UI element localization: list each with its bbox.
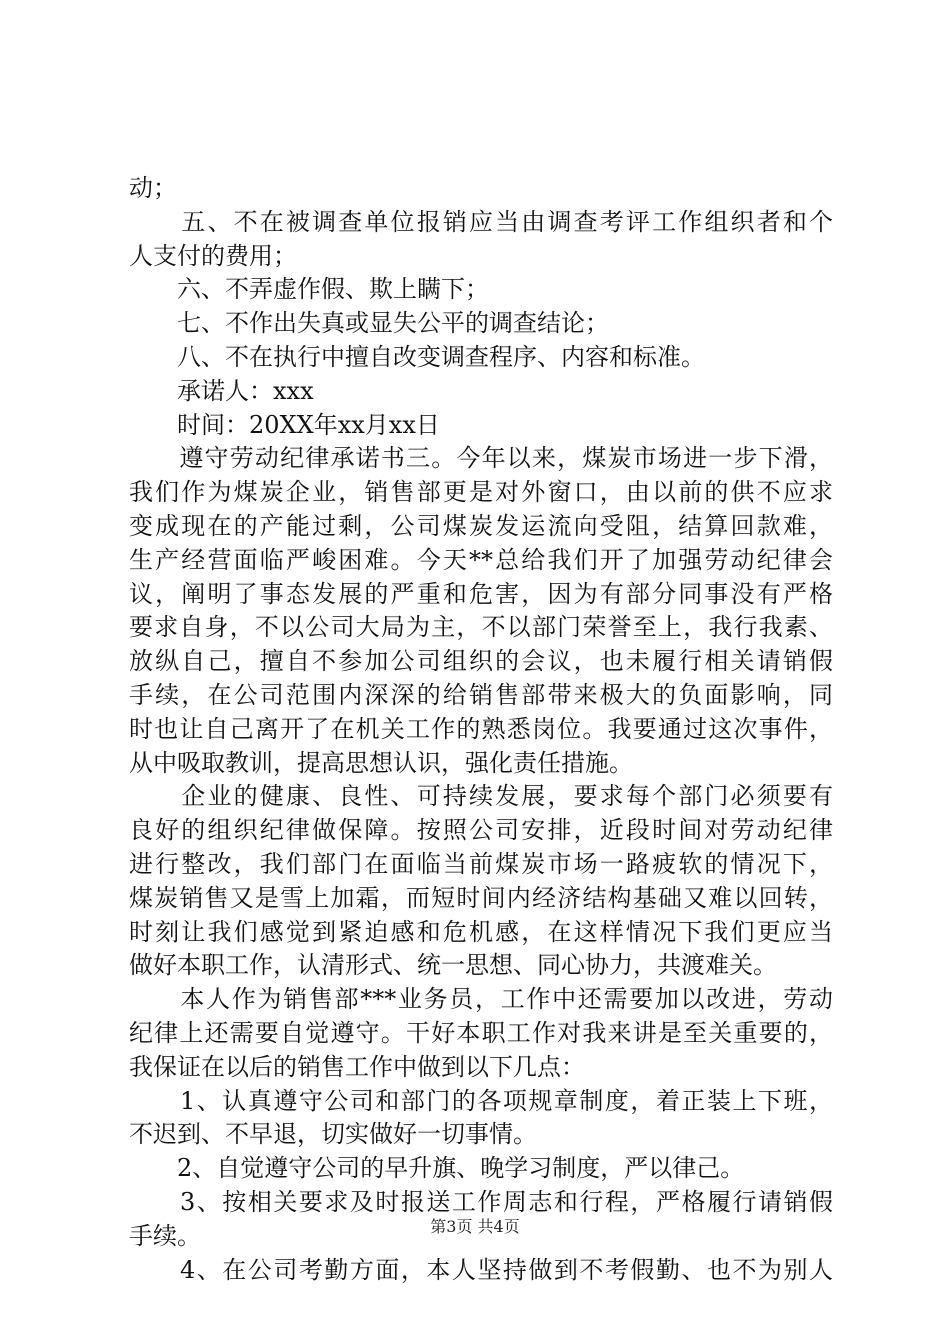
- page-footer: 第3页 共4页: [430, 1217, 520, 1236]
- text-line: 遵守劳动纪律承诺书三。今年以来，煤炭市场进一步下滑，: [129, 444, 833, 473]
- document-body: [129, 172, 833, 1287]
- text-line: 六、不弄虚作假、欺上瞒下；: [129, 275, 489, 304]
- text-line: 4、在公司考勤方面，本人坚持做到不考假勤、也不为别人: [129, 1255, 833, 1284]
- text-line: 进行整改，我们部门在面临当前煤炭市场一路疲软的情况下，: [129, 849, 833, 878]
- text-line: 放纵自己，擅自不参加公司组织的会议，也未履行相关请销假: [129, 647, 833, 676]
- text-line: 七、不作出失真或显失公平的调查结论；: [129, 309, 609, 338]
- text-line: 3、按相关要求及时报送工作周志和行程，严格履行请销假: [129, 1187, 833, 1216]
- text-line: 做好本职工作，认清形式、统一思想、同心协力，共渡难关。: [129, 951, 777, 980]
- text-line: 五、不在被调查单位报销应当由调查考评工作组织者和个: [129, 207, 833, 236]
- text-line: 煤炭销售又是雪上加霜，而短时间内经济结构基础又难以回转，: [129, 883, 833, 912]
- text-line: 企业的健康、良性、可持续发展，要求每个部门必须要有: [129, 782, 833, 811]
- text-line: 手续。: [129, 1221, 201, 1250]
- text-line: 手续，在公司范围内深深的给销售部带来极大的负面影响，同: [129, 680, 833, 709]
- text-line: 我们作为煤炭企业，销售部更是对外窗口，由以前的供不应求: [129, 478, 833, 507]
- text-line: 良好的组织纪律做保障。按照公司安排，近段时间对劳动纪律: [129, 816, 833, 845]
- text-line: 时刻让我们感觉到紧迫感和危机感，在这样情况下我们更应当: [129, 917, 833, 946]
- text-line: 人支付的费用；: [129, 241, 297, 270]
- text-line: 2、自觉遵守公司的早升旗、晚学习制度，严以律己。: [129, 1154, 745, 1183]
- text-line: 1、认真遵守公司和部门的各项规章制度，着正装上下班，: [129, 1086, 833, 1115]
- text-line: 从中吸取教训，提高思想认识，强化责任措施。: [129, 748, 633, 777]
- text-line: 承诺人：xxx: [129, 376, 314, 405]
- text-line: 我保证在以后的销售工作中做到以下几点：: [129, 1052, 585, 1081]
- text-line: 不迟到、不早退，切实做好一切事情。: [129, 1120, 537, 1149]
- text-line: 动；: [129, 174, 177, 202]
- text-line: 议，阐明了事态发展的严重和危害，因为有部分同事没有严格: [129, 579, 833, 608]
- text-line: 时间：20XX年xx月xx日: [129, 410, 440, 439]
- text-line: 本人作为销售部***业务员，工作中还需要加以改进，劳动: [129, 985, 833, 1014]
- text-line: 纪律上还需要自觉遵守。干好本职工作对我来讲是至关重要的，: [129, 1018, 833, 1047]
- text-line: 要求自身，不以公司大局为主，不以部门荣誉至上，我行我素、: [129, 613, 833, 642]
- text-line: 八、不在执行中擅自改变调查程序、内容和标准。: [129, 342, 705, 371]
- text-line: 变成现在的产能过剩，公司煤炭发运流向受阻，结算回款难，: [129, 511, 833, 540]
- text-line: 时也让自己离开了在机关工作的熟悉岗位。我要通过这次事件，: [129, 714, 833, 743]
- text-line: 生产经营面临严峻困难。今天**总给我们开了加强劳动纪律会: [129, 545, 833, 574]
